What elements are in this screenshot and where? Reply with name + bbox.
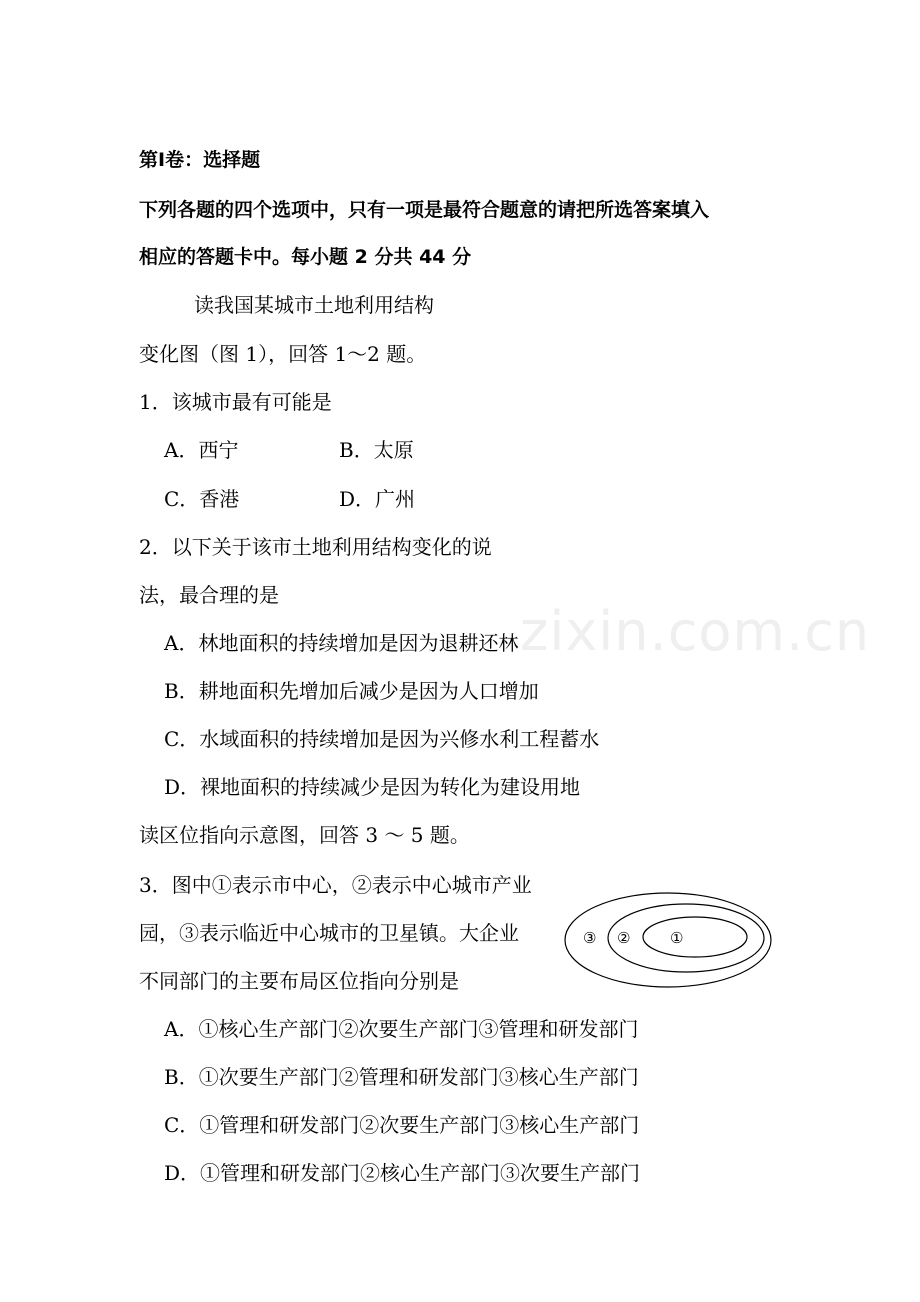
label-3: ③: [583, 929, 597, 947]
q2-stem-line-1: 2．以下关于该市土地利用结构变化的说: [139, 535, 492, 559]
intro2: 读区位指向示意图，回答 3 ～ 5 题。: [139, 823, 470, 847]
instruction-line-2: 相应的答题卡中。每小题 2 分共 44 分: [139, 246, 472, 268]
instruction-line-1: 下列各题的四个选项中，只有一项是最符合题意的请把所选答案填入: [139, 199, 710, 221]
q2-option-d: D．裸地面积的持续减少是因为转化为建设用地: [164, 775, 581, 799]
intro-line-2: 变化图（图 1），回答 1～2 题。: [139, 342, 427, 366]
q3-stem-line-1: 3．图中①表示市中心，②表示中心城市产业: [139, 873, 532, 897]
watermark: zixin.com.cn: [520, 600, 871, 663]
q1-option-b: B．太原: [339, 438, 414, 462]
location-diagram: [563, 890, 773, 990]
q1-option-d: D．广州: [339, 487, 416, 511]
q1-stem: 1．该城市最有可能是: [139, 390, 332, 414]
q2-option-a: A．林地面积的持续增加是因为退耕还林: [164, 631, 519, 655]
q3-stem-line-2: 园，③表示临近中心城市的卫星镇。大企业: [139, 921, 519, 945]
ring-inner: [643, 917, 747, 957]
q3-option-b: B．①次要生产部门②管理和研发部门③核心生产部门: [164, 1065, 639, 1089]
label-2: ②: [617, 929, 631, 947]
ring-middle: [608, 904, 764, 972]
q3-option-a: A．①核心生产部门②次要生产部门③管理和研发部门: [164, 1017, 639, 1041]
q1-option-c: C．香港: [164, 487, 240, 511]
q2-option-c: C．水域面积的持续增加是因为兴修水利工程蓄水: [164, 727, 600, 751]
q3-option-c: C．①管理和研发部门②次要生产部门③核心生产部门: [164, 1113, 640, 1137]
intro-line-1: 读我国某城市土地利用结构: [194, 293, 434, 317]
q1-option-a: A．西宁: [164, 438, 239, 462]
q2-stem-line-2: 法，最合理的是: [139, 583, 279, 607]
label-1: ①: [670, 929, 684, 947]
section-title: 第Ⅰ卷：选择题: [139, 149, 261, 171]
q3-option-d: D．①管理和研发部门②核心生产部门③次要生产部门: [164, 1161, 641, 1185]
q2-option-b: B．耕地面积先增加后减少是因为人口增加: [164, 679, 539, 703]
q3-stem-line-3: 不同部门的主要布局区位指向分别是: [139, 969, 459, 993]
